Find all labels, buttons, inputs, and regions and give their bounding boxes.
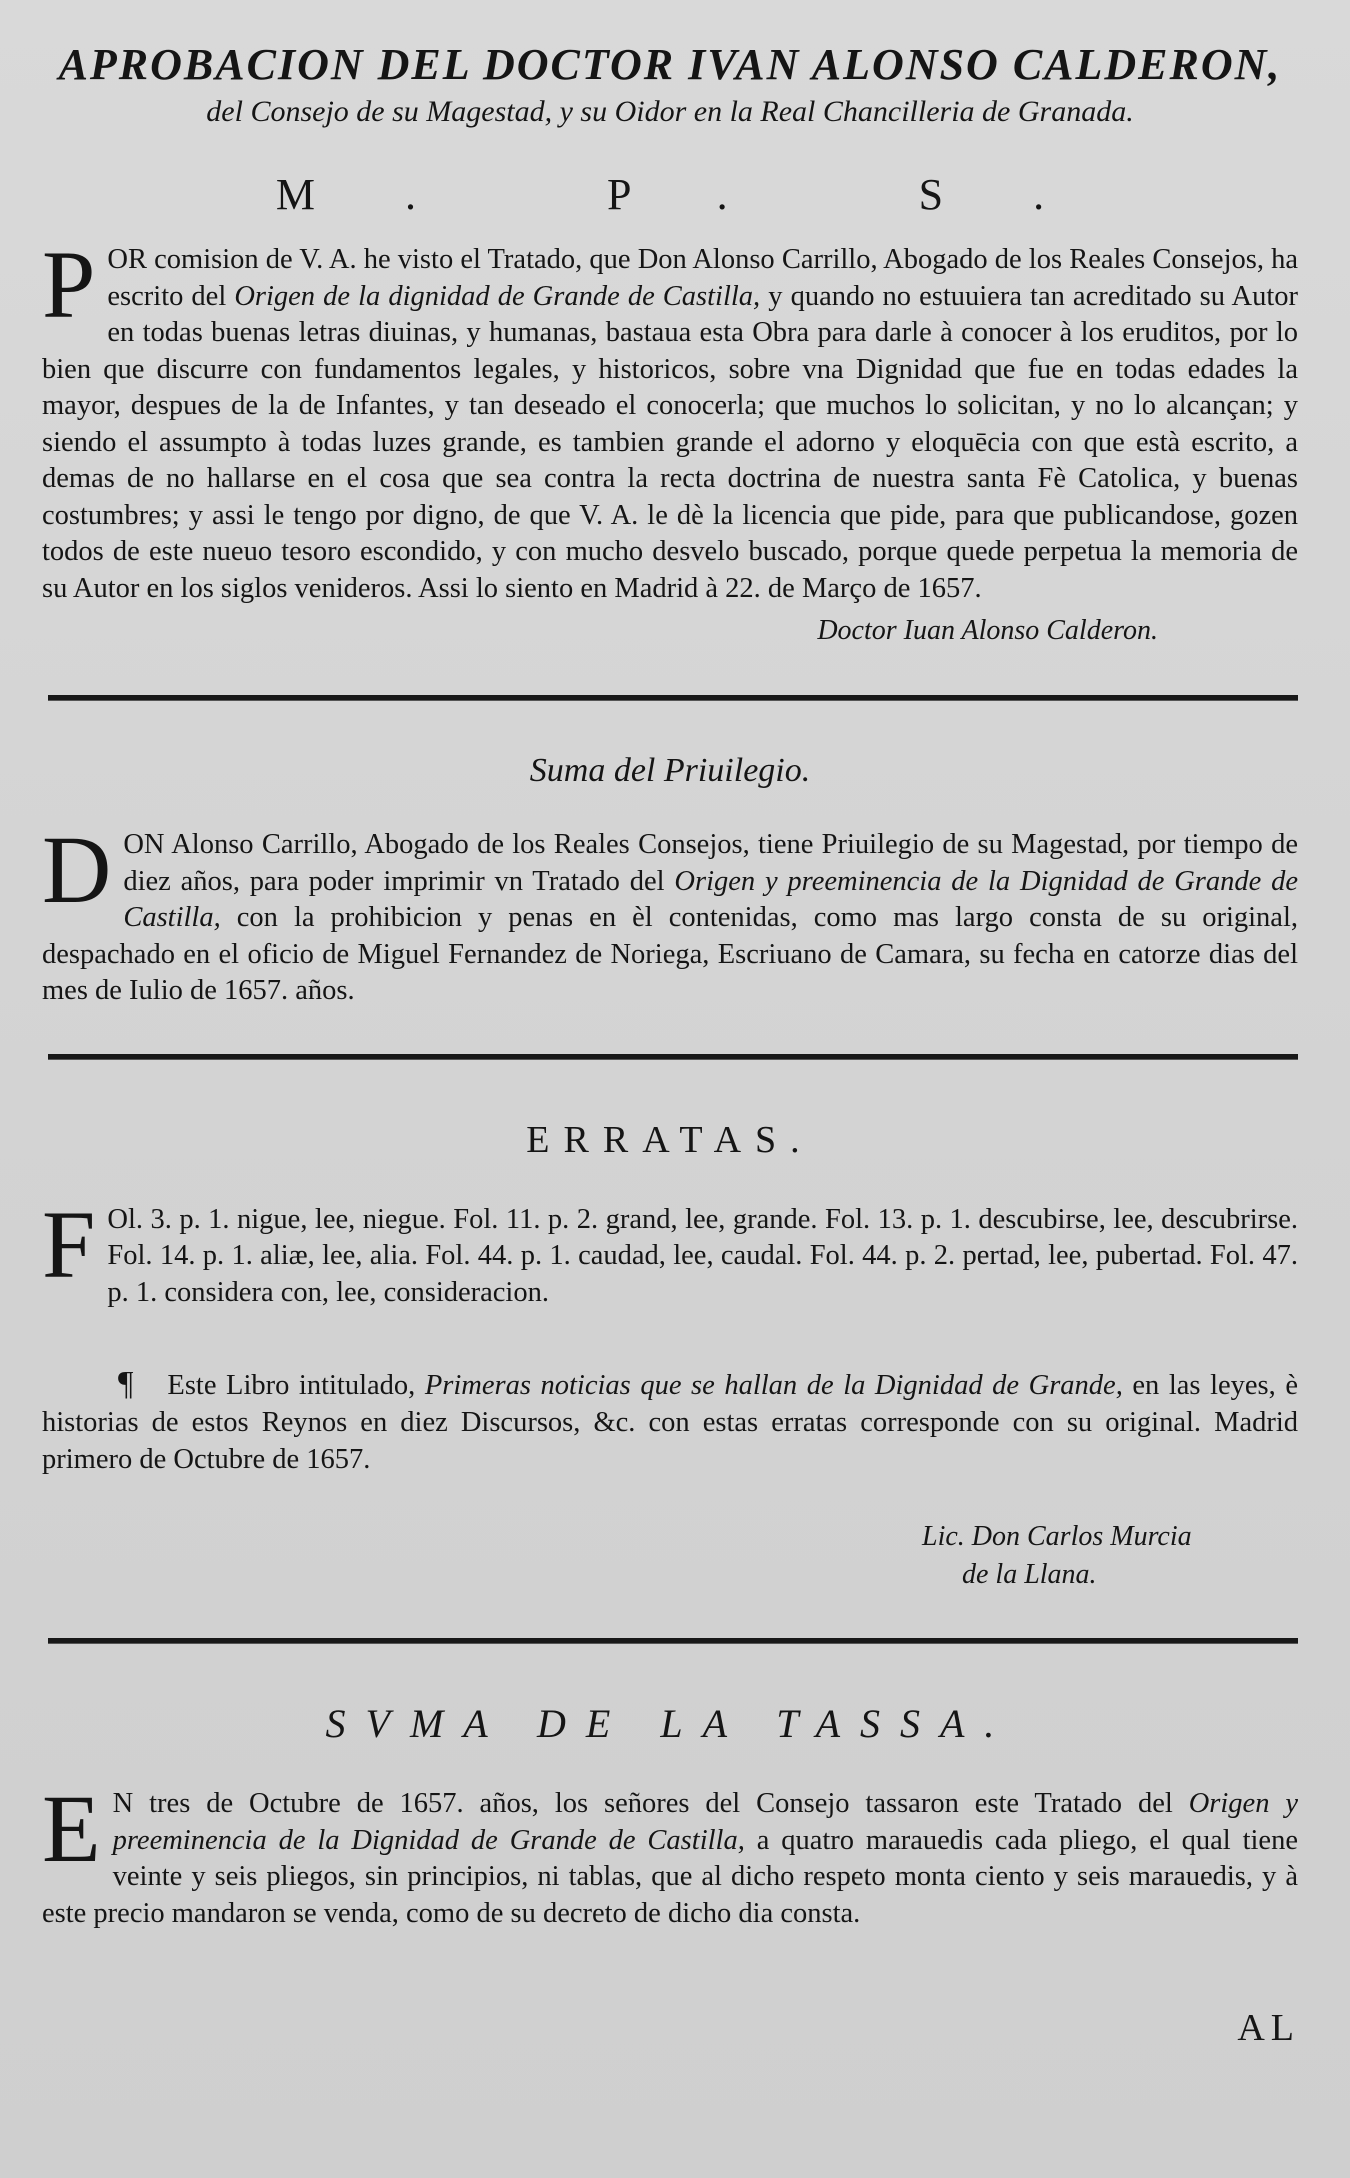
drop-cap: P <box>42 231 96 338</box>
erratas-paragraph <box>42 1190 1298 1312</box>
heading <box>42 40 1298 134</box>
erratas-note <box>42 1365 1298 1478</box>
tassa-text-a: N tres de Octubre de 1657. años, los señores del Consejo tassaron este Tratado del <box>112 1788 1189 1819</box>
erratas-signature-line1: Lic. Don Carlos Murcia <box>922 1521 1192 1552</box>
erratas-signature-line2: de la Llana. <box>962 1559 1097 1590</box>
erratas-section <box>42 1118 1298 1595</box>
heading-subtitle: del Consejo de su Magestad, y su Oidor en la Real Chancilleria de Granada. <box>206 95 1134 128</box>
privilegio-title-italic: Origen y preeminencia de la Dignidad de Grande de Castilla, <box>123 865 1298 933</box>
erratas-note-a: Este Libro intitulado, <box>167 1370 425 1401</box>
mps-heading: M. P. S. <box>275 170 1135 219</box>
tassa-title: SVMA DE LA TASSA. <box>325 1701 1015 1746</box>
aprobacion-text-b: y quando no estuuiera tan acreditado su Autor en todas buenas letras diuinas, y humanas, bastaua esta Obra para darle à conocer à los eruditos, por lo bien que discurre con fundamentos legales, y historicos, sobre vna Dignidad que fue en todas edades la mayor, despues de la de Infantes, y tan deseado el conocerla; que muchos lo solicitan, y no lo alcançan; y siendo el assumpto à todas luzes grande, es tambien grande el adorno y eloquēcia con que està escrito, a demas de no hallarse en el cosa que sea contra la recta doctrina de nuestra santa Fè Catolica, y buenas costumbres; y assi le tengo por digno, de que V. A. le dè la licencia que pide, para que publicandose, gozen todos de este nueuo tesoro escondido, y con mucho desvelo buscado, porque quede perpetua la memoria de su Autor en los siglos venideros. Assi lo siento en Madrid à 22. de Março de 1657. <box>42 280 1298 604</box>
drop-cap: F <box>42 1190 96 1298</box>
privilegio-title: Suma del Priuilegio. <box>529 752 811 789</box>
aprobacion-title-italic: Origen de la dignidad de Grande de Castilla, <box>234 280 761 312</box>
erratas-signature <box>922 1518 1298 1594</box>
tassa-title-italic: Origen y preeminencia de la Dignidad de Grande de Castilla, <box>112 1788 1299 1856</box>
erratas-text: Ol. 3. p. 1. nigue, lee, niegue. Fol. 11. p. 2. grand, lee, grande. Fol. 13. p. 1. descubirse, lee, descubrirse. Fol. 14. p. 1. aliæ, lee, alia. Fol. 44. p. 1. caudad, lee, caudal. Fol. 44. p. 2. pertad, lee, pubertad. Fol. 47. p. 1. considera con, lee, consideracion. <box>107 1203 1298 1308</box>
aprobacion-paragraph <box>42 231 1298 607</box>
drop-cap: D <box>42 816 112 923</box>
tassa-paragraph <box>42 1775 1299 1932</box>
aprobacion-signature: Doctor Iuan Alonso Calderon. <box>817 615 1158 646</box>
aprobacion-section <box>42 231 1298 651</box>
erratas-title: ERRATAS. <box>526 1118 814 1161</box>
privilegio-paragraph <box>42 816 1298 1010</box>
section-divider <box>48 1638 1298 1644</box>
erratas-note-italic: Primeras noticias que se hallan de la Dignidad de Grande, <box>424 1370 1123 1401</box>
catchword: AL <box>1237 2007 1300 2049</box>
section-divider <box>48 695 1298 701</box>
tassa-text-b: a quatro marauedis cada pliego, el qual tiene veinte y seis pliegos, sin principios, ni tablas, que al dicho respeto monta ciento y seis marauedis, y à este precio mandaron se venda, como de su decreto de dicho dia consta. <box>42 1824 1298 1929</box>
privilegio-section <box>42 749 1298 1010</box>
pilcrow-icon: ¶ <box>118 1365 134 1402</box>
erratas-note-b: en las leyes, è historias de estos Reynos en diez Discursos, &c. con estas erratas corresponde con su original. Madrid primero de Octubre de 1657. <box>42 1370 1298 1475</box>
privilegio-text-b: con la prohibicion y penas en èl contenidas, como mas largo consta de su original, despachado en el oficio de Miguel Fernandez de Noriega, Escriuano de Camara, su fecha en catorze dias del mes de Iulio de 1657. años. <box>42 902 1298 1006</box>
privilegio-text-a: ON Alonso Carrillo, Abogado de los Reales Consejos, tiene Priuilegio de su Magestad, por tiempo de diez años, para poder imprimir vn Tratado del <box>123 829 1298 897</box>
drop-cap: E <box>42 1775 101 1882</box>
tassa-section <box>42 1700 1298 1932</box>
section-divider <box>48 1054 1298 1060</box>
aprobacion-text-a: OR comision de V. A. he visto el Tratado, que Don Alonso Carrillo, Abogado de los Reales Consejos, ha escrito del <box>107 244 1298 312</box>
heading-title: APROBACION DEL DOCTOR IVAN ALONSO CALDERON, <box>58 40 1282 89</box>
